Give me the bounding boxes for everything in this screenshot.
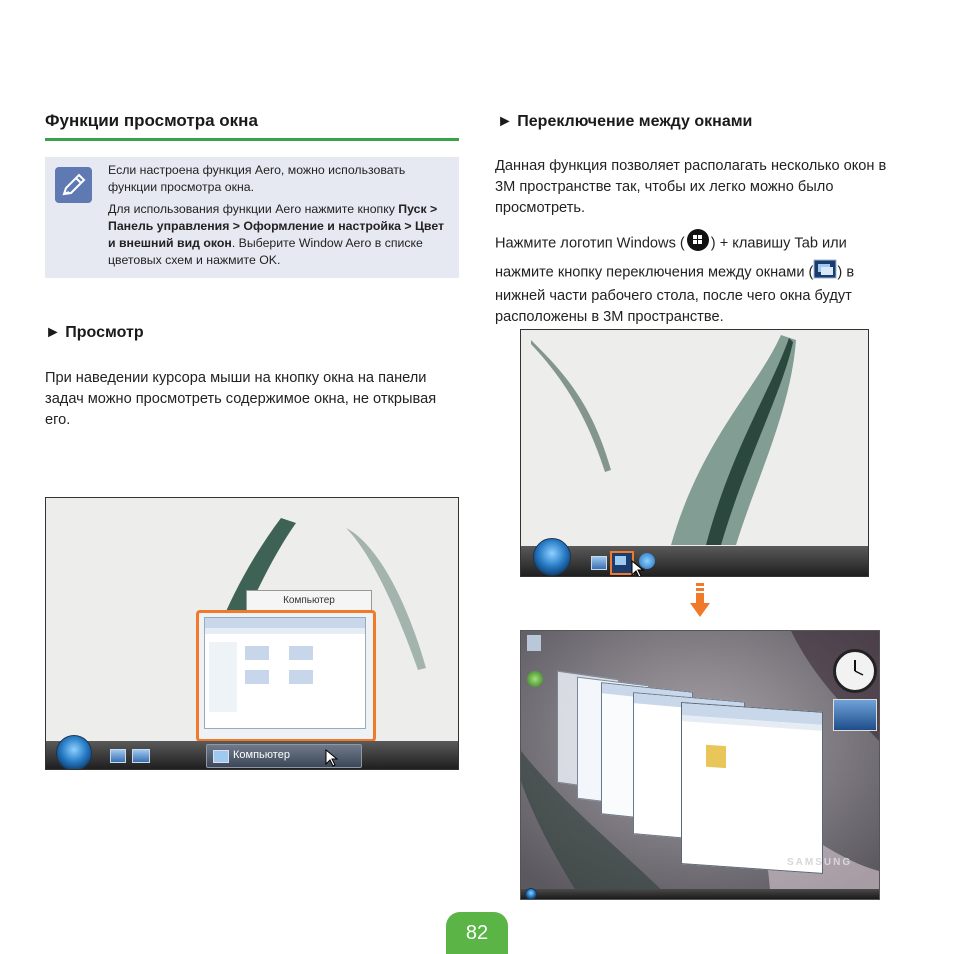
preview-text: При наведении курсора мыши на кнопку окна на панели задач можно просмотреть содержимое окна, не открывая его. bbox=[45, 370, 437, 428]
switch-windows-button-icon bbox=[813, 259, 837, 286]
start-orb[interactable] bbox=[533, 538, 571, 576]
windows-logo-icon bbox=[685, 228, 711, 259]
samsung-brand: SAMSUNG bbox=[787, 857, 853, 868]
preview-tooltip: Компьютер bbox=[246, 590, 372, 611]
desktop-screenshot bbox=[520, 329, 869, 577]
recycle-bin-icon bbox=[527, 635, 541, 651]
clock-gadget-icon bbox=[833, 649, 877, 693]
preview-screenshot bbox=[45, 497, 459, 770]
down-arrow-icon bbox=[690, 583, 710, 619]
switch-subheading: ► Переключение между окнами bbox=[497, 113, 753, 130]
note-paragraph-1: Если настроена функция Aero, можно использовать функции просмотра окна. bbox=[108, 163, 406, 194]
start-orb[interactable] bbox=[56, 735, 92, 770]
computer-icon bbox=[213, 750, 229, 763]
flip3d-window[interactable] bbox=[681, 702, 823, 874]
switch-paragraph-1: Данная функция позволяет располагать несколько окон в 3M пространстве так, чтобы их легко можно было просмотреть. bbox=[495, 158, 887, 216]
page-number: 82 bbox=[446, 912, 508, 954]
slideshow-gadget bbox=[833, 699, 877, 731]
flip3d-screenshot bbox=[520, 630, 880, 900]
desktop-icon[interactable] bbox=[132, 749, 150, 763]
note-text bbox=[108, 162, 448, 274]
mouse-cursor-icon bbox=[631, 560, 645, 577]
heading-divider bbox=[45, 138, 459, 141]
desktop-icon[interactable] bbox=[591, 556, 607, 570]
mouse-cursor-icon bbox=[325, 749, 339, 767]
pencil-note-icon bbox=[55, 167, 92, 203]
taskbar-button-label: Компьютер bbox=[233, 749, 290, 761]
switch-paragraph-2: Нажмите логотип Windows ( ) + клавишу Tab или нажмите кнопку переключения между окнами ( ) в нижней части рабочего стола, после чего окна будут расположены в 3M пространстве. bbox=[495, 228, 895, 328]
note-paragraph-2: Для использования функции Aero нажмите кнопку Пуск > Панель управления > Оформление и настройка > Цвет и внешний вид окон. Выберите Window Aero в списке цветовых схем и нажмите OK. bbox=[108, 202, 445, 267]
section-heading: Функции просмотра окна bbox=[45, 111, 258, 130]
switch-windows-icon[interactable] bbox=[110, 749, 126, 763]
preview-subheading: ► Просмотр bbox=[45, 324, 144, 341]
start-orb[interactable] bbox=[525, 888, 537, 900]
taskbar-window-button[interactable] bbox=[206, 744, 362, 768]
taskbar bbox=[521, 889, 879, 899]
window-thumbnail[interactable] bbox=[196, 610, 376, 742]
desktop-shortcut-icon bbox=[527, 671, 543, 687]
